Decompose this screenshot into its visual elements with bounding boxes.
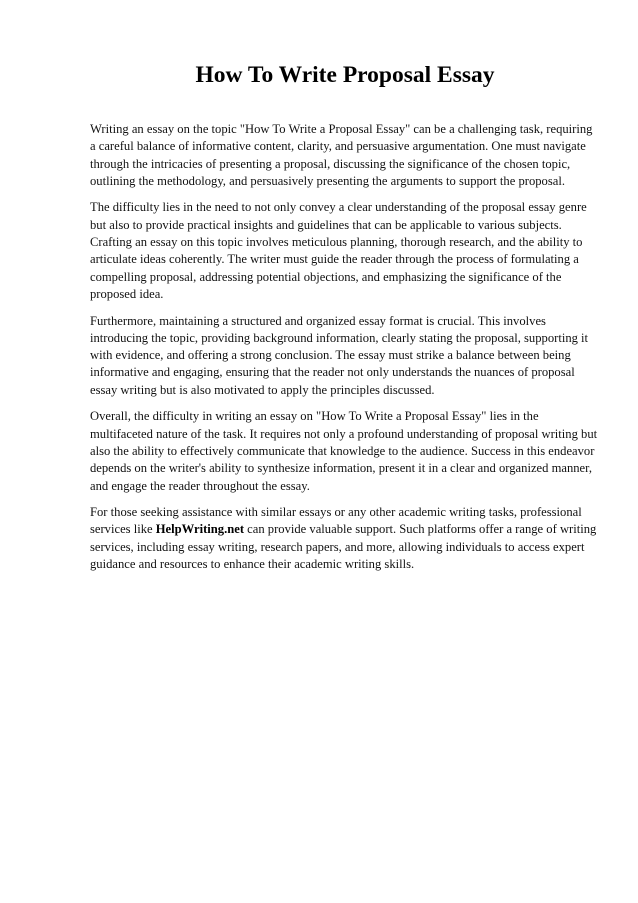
assistance-text-before: For those seeking assistance with similar essays or any other academic writing tasks, professional services like	[90, 505, 582, 537]
document-title: How To Write Proposal Essay	[195, 62, 495, 88]
brand-name: HelpWriting.net	[155, 522, 245, 537]
paragraph-intro: Writing an essay on the topic "How To Write a Proposal Essay" can be a challenging task, requiring a careful balance of informative content, clarity, and persuasive argumentation. One must navigate through the intricacies of presenting a proposal, discussing the significance of the chosen topic, outlining the methodology, and persuasively presenting the arguments to support the proposal.	[90, 122, 593, 188]
paragraph-assistance	[90, 504, 600, 573]
document-body	[90, 121, 600, 583]
paragraph-structure: Furthermore, maintaining a structured and organized essay format is crucial. This involves introducing the topic, providing background information, clearly stating the proposal, supporting it with evidence, and offering a strong conclusion. The essay must strike a balance between being informative and engaging, ensuring that the reader not only understands the nuances of proposal essay writing but is also motivated to apply the principles discussed.	[90, 313, 589, 397]
paragraph-overall: Overall, the difficulty in writing an essay on "How To Write a Proposal Essay" lies in the multifaceted nature of the task. It requires not only a profound understanding of proposal writing but also the ability to effectively communicate that knowledge to the audience. Success in this endeavor depends on the writer's ability to synthesize information, present it in a clear and organized manner, and engage the reader throughout the essay.	[90, 409, 598, 493]
assistance-text-after: can provide valuable support. Such platforms offer a range of writing services, including essay writing, research papers, and more, allowing individuals to access expert guidance and resources to enhance their academic writing skills.	[90, 522, 597, 572]
paragraph-difficulty: The difficulty lies in the need to not only convey a clear understanding of the proposal essay genre but also to provide practical insights and guidelines that can be applicable to various subjects. Crafting an essay on this topic involves meticulous planning, thorough research, and the ability to articulate ideas coherently. The writer must guide the reader through the process of formulating a compelling proposal, addressing potential objections, and emphasizing the significance of the proposed idea.	[90, 200, 587, 301]
